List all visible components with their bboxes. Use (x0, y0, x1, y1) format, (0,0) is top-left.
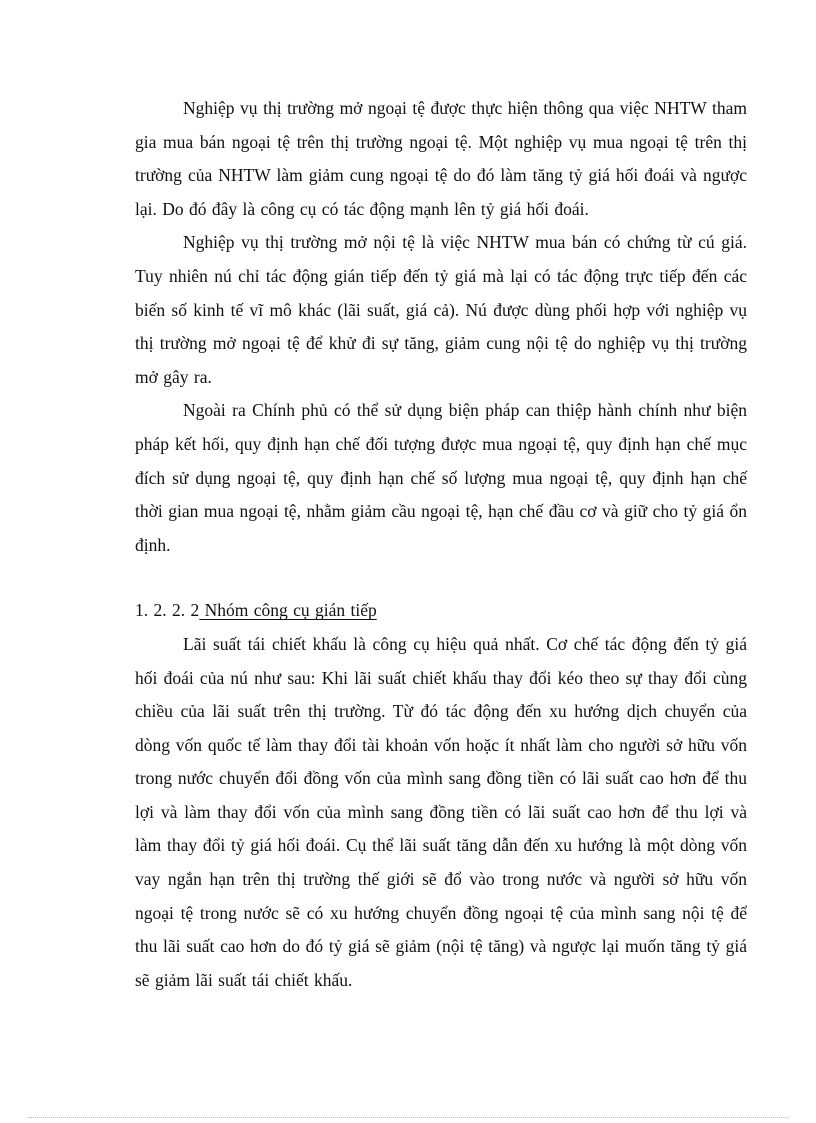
paragraph-administrative-measures: Ngoài ra Chính phủ có thể sử dụng biện pháp can thiệp hành chính như biện pháp kết hối, quy định hạn chế đối tượng được mua ngoại tệ, quy định hạn chế mục đích sử dụng ngoại tệ, quy định hạn chế số lượng mua ngoại tệ, quy định hạn chế thời gian mua ngoại tệ, nhằm giảm cầu ngoại tệ, hạn chế đầu cơ và giữ cho tỷ giá ổn định. (135, 400, 747, 555)
section-title: Nhóm công cụ gián tiếp (199, 600, 377, 621)
paragraph-open-market-foreign-currency: Nghiệp vụ thị trường mở ngoại tệ được thực hiện thông qua việc NHTW tham gia mua bán ngoại tệ trên thị trường ngoại tệ. Một nghiệp vụ mua ngoại tệ trên thị trường của NHTW làm giảm cung ngoại tệ do đó làm tăng tỷ giá hối đoái và ngược lại. Do đó đây là công cụ có tác động mạnh lên tỷ giá hối đoái. (135, 98, 747, 219)
paragraph-discount-rate: Lãi suất tái chiết khấu là công cụ hiệu quả nhất. Cơ chế tác động đến tỷ giá hối đoái của nú như sau: Khi lãi suất chiết khấu thay đổi kéo theo sự thay đổi cùng chiều của lãi suất trên thị trường. Từ đó tác động đến xu hướng dịch chuyển của dòng vốn quốc tế làm thay đổi tài khoản vốn hoặc ít nhất làm cho người sở hữu vốn trong nước chuyển đổi đồng vốn của mình sang đồng tiền có lãi suất cao hơn để thu lợi và làm thay đổi vốn của mình sang đồng tiền có lãi suất cao hơn để thu lợi và làm thay đổi tỷ giá hối đoái. Cụ thể lãi suất tăng dẫn đến xu hướng là một dòng vốn vay ngắn hạn trên thị trường thế giới sẽ đổ vào trong nước và người sở hữu vốn ngoại tệ trong nước sẽ có xu hướng chuyển đồng ngoại tệ của mình sang nội tệ để thu lãi suất cao hơn do đó tỷ giá sẽ giảm (nội tệ tăng) và ngược lại muốn tăng tỷ giá sẽ giảm lãi suất tái chiết khấu. (135, 633, 747, 990)
section-number: 1. 2. 2. 2 (135, 600, 200, 621)
document-body (135, 92, 747, 997)
paragraph-open-market-domestic-currency: Nghiệp vụ thị trường mở nội tệ là việc NHTW mua bán có chứng từ cú giá. Tuy nhiên nú chỉ tác động gián tiếp đến tỷ giá mà lại có tác động trực tiếp đến các biến số kinh tế vĩ mô khác (lãi suất, giá cả). Nú được dùng phối hợp với nghiệp vụ thị trường mở ngoại tệ để khử đi sự tăng, giảm cung nội tệ do nghiệp vụ thị trường mở gây ra. (135, 232, 747, 387)
page-bottom-divider (28, 1117, 788, 1118)
section-heading (135, 594, 747, 628)
